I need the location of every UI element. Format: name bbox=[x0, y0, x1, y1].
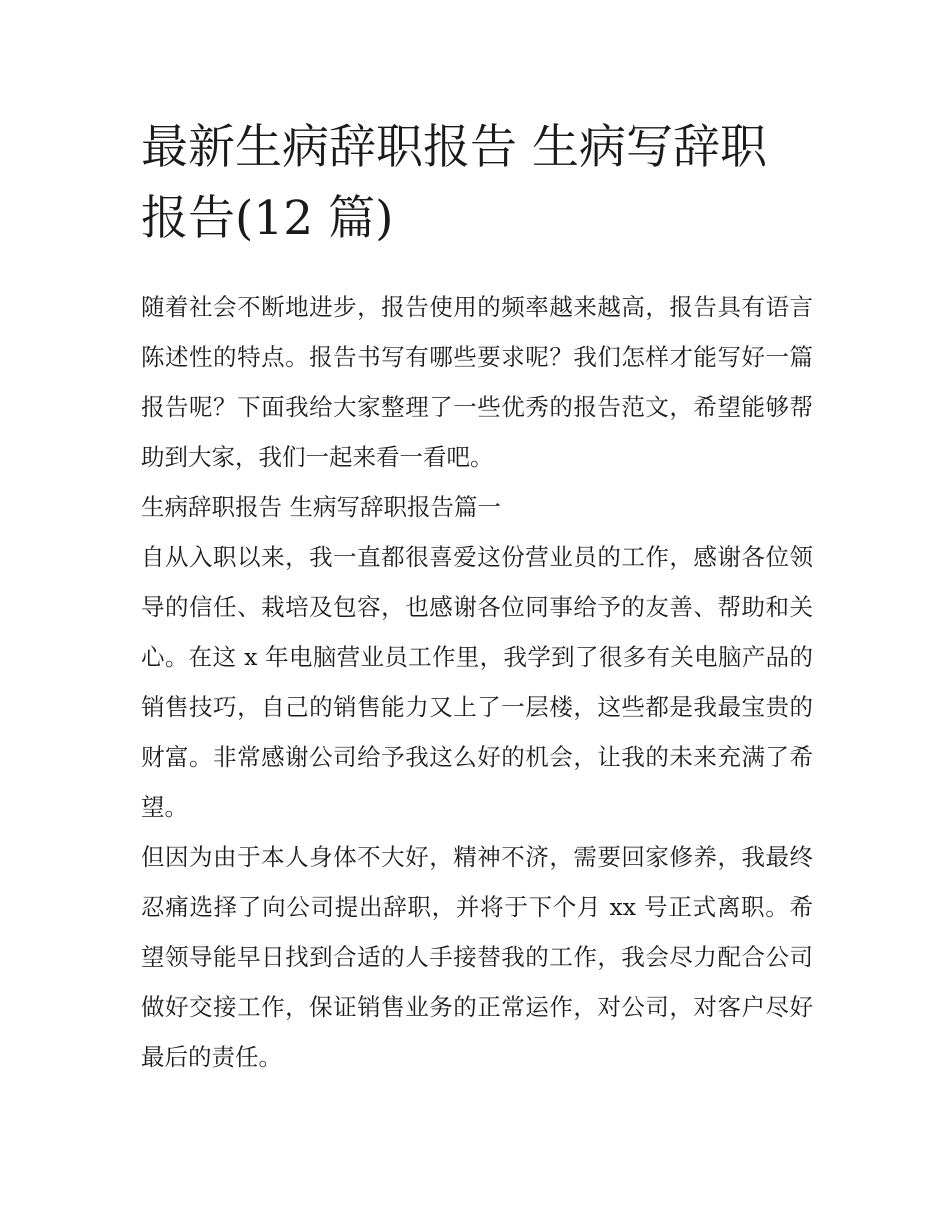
body-paragraph-1: 自从入职以来，我一直都很喜爱这份营业员的工作，感谢各位领导的信任、栽培及包容，也感谢各位同事给予的友善、帮助和关心。在这 x 年电脑营业员工作里，我学到了很多有关电脑产品的销售技巧，自己的销售能力又上了一层楼，这些都是我最宝贵的财富。非常感谢公司给予我这么好的机会，让我的未来充满了希望。 bbox=[141, 543, 813, 821]
document-title bbox=[141, 112, 813, 254]
document-body bbox=[141, 282, 813, 1082]
title-line-2: 报告(12 篇) bbox=[141, 191, 394, 246]
body-paragraph-2: 但因为由于本人身体不大好，精神不济，需要回家修养，我最终忍痛选择了向公司提出辞职，并将于下个月 xx 号正式离职。希望领导能早日找到合适的人手接替我的工作，我会尽力配合公司做好交接工作，保证销售业务的正常运作，对公司，对客户尽好最后的责任。 bbox=[141, 843, 813, 1071]
document-content bbox=[141, 112, 813, 1082]
title-line-1: 最新生病辞职报告 生病写辞职 bbox=[141, 120, 767, 175]
section-heading: 生病辞职报告 生病写辞职报告篇一 bbox=[141, 493, 501, 521]
intro-paragraph: 随着社会不断地进步，报告使用的频率越来越高，报告具有语言陈述性的特点。报告书写有哪些要求呢？我们怎样才能写好一篇报告呢？下面我给大家整理了一些优秀的报告范文，希望能够帮助到大家，我们一起来看一看吧。 bbox=[141, 293, 813, 471]
